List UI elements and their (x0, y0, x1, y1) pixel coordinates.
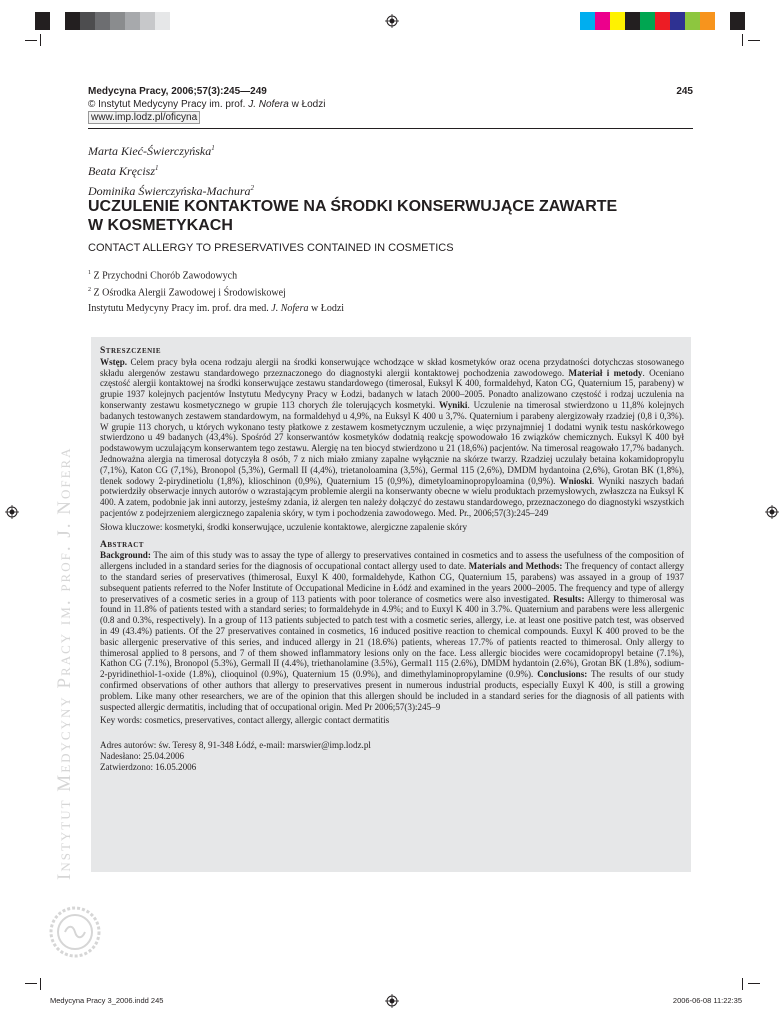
print-bar-swatch (730, 12, 745, 30)
copyright-italic: J. Nofera (248, 99, 289, 110)
author: Dominika Świerczyńska-Machura$^2$ (88, 184, 255, 198)
crop-mark (748, 40, 760, 41)
gray-bars (35, 12, 185, 30)
registration-mark-icon (385, 14, 399, 28)
print-bar-swatch (80, 12, 95, 30)
print-bar-swatch (155, 12, 170, 30)
streszczenie-text: Wstęp. Celem pracy była ocena rodzaju alergii na środki konserwujące wchodzące w skład kosmetyków oraz ocena przydatności dotychczas stosowanego składu alergenów zestawu standardowego przeznaczonego do diagnostyki alergii kontaktowej pochodzenia zawodowego. Materiał i metody. Oceniano częstość alergii kontaktowej na środki konserwujące zestawu standardowego (timerosal, Euksyl K 400, formaldehyd, Katon CG, Quaternium 15, parabeny) w grupie 1937 kolejnych pacjentów Instytutu Medycyny Pracy w Łodzi, badanych w latach 2000–2005. Ponadto analizowano częstość i rodzaj uczulenia na konserwanty zestawu kosmetycznego w grupie 113 chorych źle tolerujących kosmetyki. Wyniki. Uczulenie na timerosal stwierdzono u 11,8% kolejnych badanych testowanych zestawem standardowym, na formaldehyd u 4,9%, na Euksyl K 400 u 3,7%. Quaternium i parabeny alergizowały rzadziej (0,8 i 0,3%). W grupie 113 chorych, u których wykonano testy płatkowe z zestawem kosmetycznym uczulenie, a więc przynajmniej 1 dodatni wynik testu naskórkowego stwierdzono u 49 badanych (43,4%). Spośród 27 konserwantów kosmetyków dodatnią reakcję spowodowało 16 związków chemicznych. Euksyl K 400 był podstawowym uczulającym konserwantem tego zestawu. Alergię na ten biocyd stwierdzono u 21 (18,6%) pacjentów. Na timerosal reagowało 17,7% badanych. Jednoważna alergia na timerosal dotyczyła 8 osób, 7 z nich miało zmiany zapalne wyłącznie na skórze twarzy. Rzadziej uczulały betaina kokamidopropylu (7,1%), Katon CG (7,1%), Bronopol (5,3%), Germall II (4,4%), trietanoloamina (3,5%), Germal 115 (2,6%), DMDM hydantoina (2,6%), Grotan BK (1,8%), tlenek sodowy 2-pirydinetiolu (1,8%), klioschinon (0,9%), Quaternium 15 (0,9%), dimetyloaminopropyloamina (0,9%). Wnioski. Wyniki naszych badań potwierdziły obserwacje innych autorów o wzrastającym problemie alergii na konserwanty obecne w wielu produktach przemysłowych, zwłaszcza na Euksyl K 400. A zatem, podobnie jak inni autorzy, jesteśmy zdania, iż alergen ten należy dołączyć do zestawu standardowego, przeznaczonego do diagnostyki wszystkich pacjentów z podejrzeniem alergicznego zapalenia skóry, w tym i pochodzenia zawodowego. Med. Pr., 2006;57(3):245–249 (100, 356, 684, 518)
print-bar-swatch (140, 12, 155, 30)
print-bar-swatch (610, 12, 625, 30)
article-subtitle: CONTACT ALLERGY TO PRESERVATIVES CONTAINED IN COSMETICS (88, 242, 454, 254)
author-list (88, 140, 254, 200)
print-bar-swatch (715, 12, 730, 30)
crop-mark (742, 34, 743, 46)
print-bar-swatch (50, 12, 65, 30)
author-address: Adres autorów: św. Teresy 8, 91-348 Łódź, e-mail: marswier@imp.lodz.pl (100, 740, 371, 751)
affiliations (88, 266, 344, 316)
abstract-heading: Abstract (100, 539, 144, 550)
copyright-prefix: © Instytut Medycyny Pracy im. prof. (88, 99, 246, 110)
footer-file-info: Medycyna Pracy 3_2006.indd 245 (50, 996, 164, 1005)
registration-mark-icon (5, 505, 19, 519)
date-approved: Zatwierdzono: 16.05.2006 (100, 761, 197, 772)
abstract-content (100, 346, 684, 772)
journal-citation: Medycyna Pracy, 2006;57(3):245—249 (88, 86, 267, 97)
print-bar-swatch (125, 12, 140, 30)
print-bar-swatch (65, 12, 80, 30)
print-bar-swatch (655, 12, 670, 30)
print-bar-swatch (595, 12, 610, 30)
institute-watermark: Instytut Medycyny Pracy im. prof. J. Nofera (54, 446, 75, 880)
affiliation: $^1$ Z Przychodni Chorób Zawodowych (88, 270, 238, 282)
print-bar-swatch (640, 12, 655, 30)
crop-mark (40, 34, 41, 46)
author: Beata Kręcisz$^1$ (88, 164, 159, 178)
affiliation: $^2$ Z Ośrodka Alergii Zawodowej i Środowiskowej (88, 287, 286, 299)
print-bar-swatch (625, 12, 640, 30)
affiliation: Instytutu Medycyny Pracy im. prof. dra med. J. Nofera w Łodzi (88, 302, 345, 314)
abstract-box (91, 337, 691, 872)
print-bar-swatch (170, 12, 185, 30)
crop-mark (25, 40, 37, 41)
copyright-line (88, 99, 325, 110)
header-rule (88, 128, 693, 129)
institute-seal-icon (48, 905, 102, 959)
crop-mark (742, 978, 743, 990)
print-bar-swatch (35, 12, 50, 30)
article-title: UCZULENIE KONTAKTOWE NA ŚRODKI KONSERWUJĄCE ZAWARTE W KOSMETYKACH (88, 198, 618, 234)
journal-url-link[interactable]: www.imp.lodz.pl/oficyna (88, 111, 200, 124)
copyright-suffix: w Łodzi (291, 99, 326, 110)
print-bar-swatch (670, 12, 685, 30)
english-keywords: Key words: cosmetics, preservatives, contact allergy, allergic contact dermatitis (100, 715, 390, 726)
print-bar-swatch (110, 12, 125, 30)
footer-timestamp: 2006-06-08 11:22:35 (672, 996, 742, 1005)
polish-keywords: Słowa kluczowe: kosmetyki, środki konserwujące, uczulenie kontaktowe, alergiczne zapalenie skóry (100, 521, 467, 532)
registration-mark-icon (385, 994, 399, 1008)
streszczenie-heading: Streszczenie (100, 346, 162, 356)
crop-mark (40, 978, 41, 990)
date-sent: Nadesłano: 25.04.2006 (100, 750, 185, 761)
crop-mark (748, 983, 760, 984)
print-bar-swatch (580, 12, 595, 30)
registration-mark-icon (765, 505, 779, 519)
page-number: 245 (676, 86, 693, 97)
print-bar-swatch (700, 12, 715, 30)
color-bars (580, 12, 745, 30)
abstract-text: Background: The aim of this study was to assay the type of allergy to preservatives contained in cosmetics and to assess the usefulness of the composition of allergens included in a standard series for the diagnosis of occupational contact allergy used to date. Materials and Methods: The frequency of contact allergy to the standard series of preservatives (thimerosal, Euxyl K 400, formaldehyde, Kathon CG, Quaternium 15, parabens) was assayed in a group of 1937 subsequent patients referred to the Nofer Institute of Occupational Medicine in Łódź and examined in the years 2000–2005. The frequency and type of allergy to preservatives of a cosmetic series in a group of 113 patients with poor tolerance of cosmetics were also investigated. Results: Allergy to thimerosal was found in 11.8% of patients tested with a standard series; to formaldehyde in 4.9%; and to Euxyl K 400 in 3.7%. Quaternium and parabens were less allergenic (0.8 and 0.3%, respectively). In a group of 113 patients subjected to patch test with a cosmetic series, allergy, i.e. at least one positive patch test, was observed in 49 (43.4%) patients. Of the 27 preservatives contained in cosmetics, 16 induced positive reaction to chemical compounds. Euxyl K 400 proved to be the basic allergenic preservative of this series, and induced allergy in 21 (18.6%) patients, whereas 17.7% of patients reacted to thimerosal. Only allergy to thimerosal applied to 8 persons, and 7 of them showed inflammatory lesions only on the face. Less allergic biocides were cocamidopropyl betaine (7.1%), Kathon CG (7.1%), Bronopol (5.3%), Germall II (4.4%), triethanolamine (3.5%), Germal1 115 (2.6%), DMDM hydantoin (2.6%), Grotan BK (1.8%), sodium-2-pyridinethiol-1-oxide (1.8%), clioquinol (0.9%), Quaternium 15 (0.9%), and dimethylaminopropylamine (0.9%). Conclusions: The results of our study confirmed observations of other authors that allergy to preservatives present in numerous industrial products, especially Euxyl K 400, is still a growing problem. Like many other researchers, we are of the opinion that this allergen should be included in a standard series for the diagnosis of all patients with suspected allergic dermatitis, including that of occupational origin. Med Pr 2006;57(3):245–9 (100, 550, 685, 712)
author: Marta Kieć-Świerczyńska$^1$ (88, 144, 215, 158)
print-bar-swatch (95, 12, 110, 30)
crop-mark (25, 983, 37, 984)
print-bar-swatch (685, 12, 700, 30)
